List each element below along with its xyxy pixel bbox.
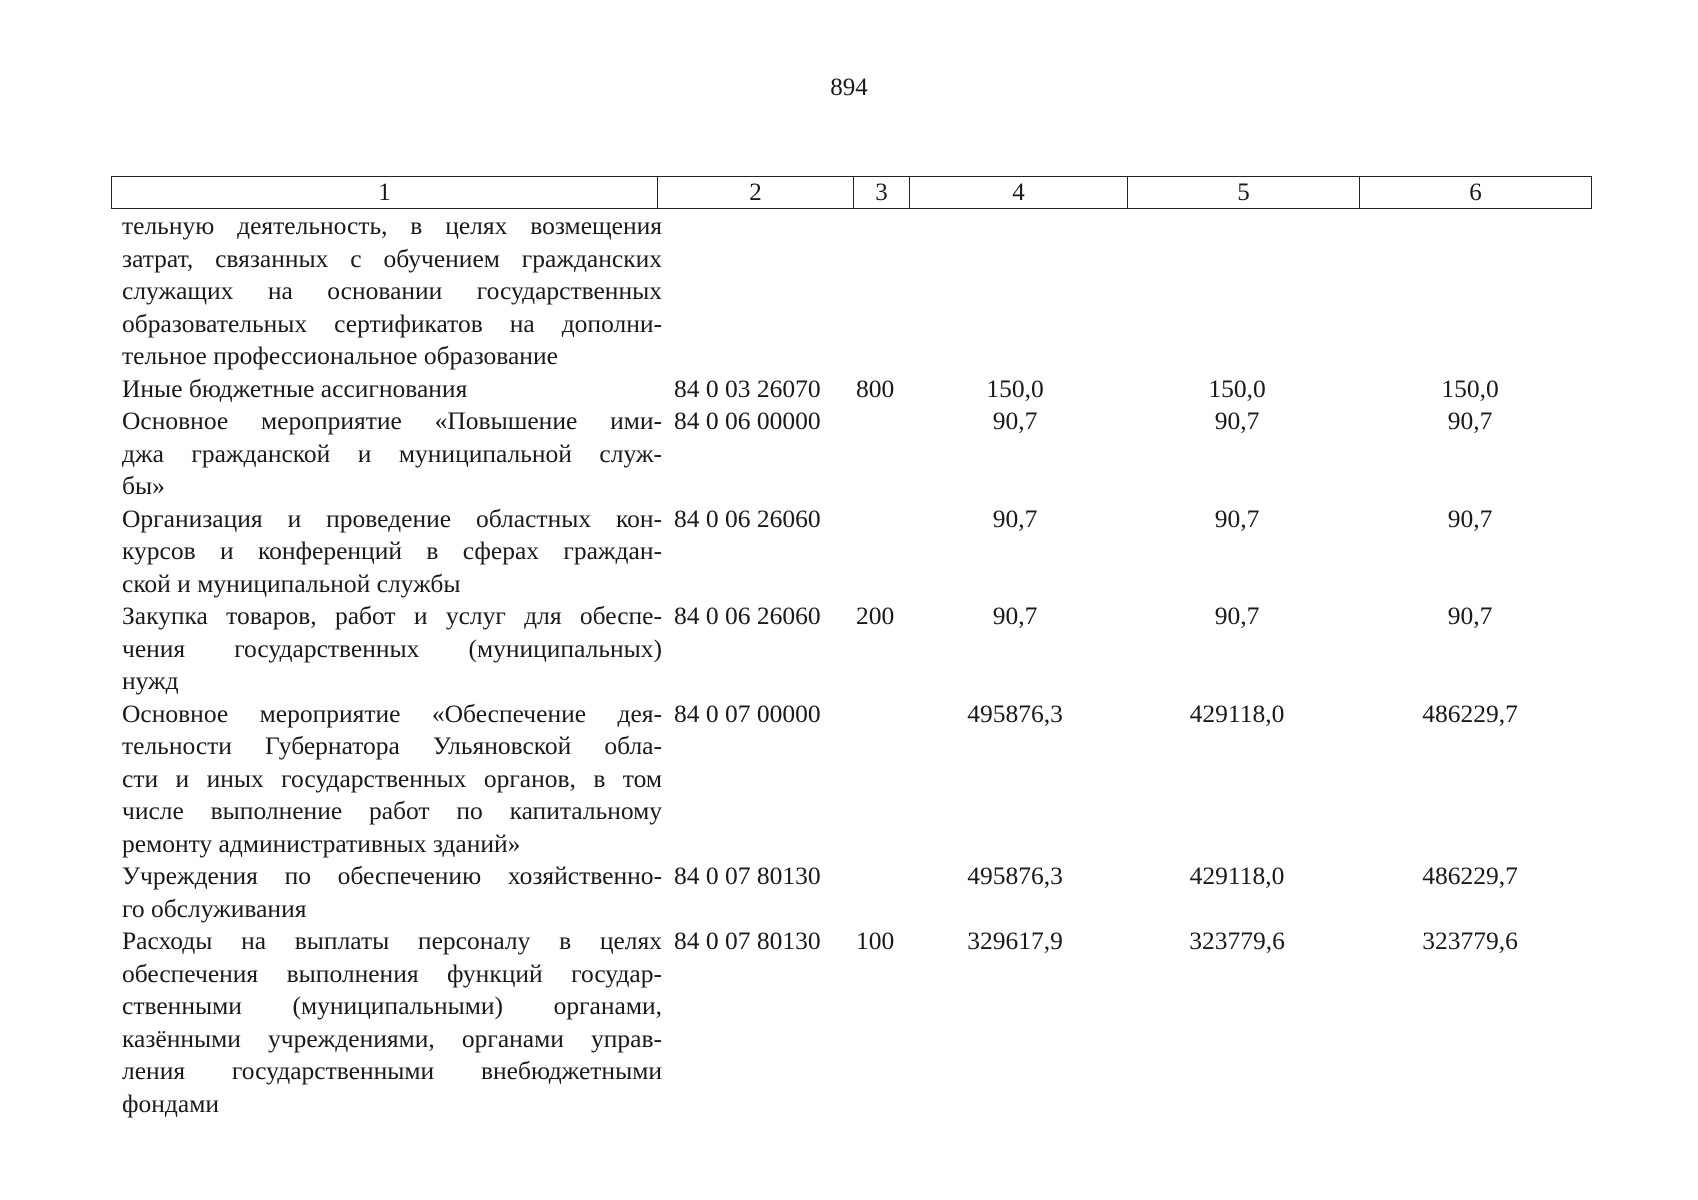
row-name-line: Иные бюджетные ассигнования (122, 373, 468, 403)
row-name-line: го обслуживания (122, 893, 307, 923)
row-value-5: 323779,6 (1189, 926, 1285, 955)
header-col-2: 2 (658, 177, 854, 209)
row-name-line: нужд (122, 666, 179, 695)
row-name-line: ской и муниципальной службы (122, 568, 461, 598)
row-name (111, 925, 662, 1120)
row-value-6: 90,7 (1447, 503, 1493, 533)
row-expense-type: 200 (856, 601, 895, 630)
header-col-1: 1 (112, 177, 658, 209)
row-name (111, 698, 662, 861)
table-body (111, 210, 1591, 1120)
row-value-6: 486229,7 (1422, 698, 1518, 728)
row-value-5: 90,7 (1214, 503, 1260, 533)
row-name-line: ремонту административных зданий» (122, 828, 521, 858)
table-header (111, 176, 1592, 209)
row-value-4: 90,7 (992, 601, 1038, 630)
row-name-line: ления государственными внебюджетными (122, 1056, 662, 1085)
row-value-4: 90,7 (992, 406, 1038, 435)
row-name-line: казёнными учреждениями, органами управ- (122, 1023, 662, 1053)
table-row (111, 373, 1591, 406)
row-code: 84 0 07 80130 (674, 926, 821, 955)
row-code: 84 0 06 26060 (674, 601, 821, 630)
row-name-line: тельную деятельность, в целях возмещения (122, 211, 662, 240)
row-name (111, 373, 662, 406)
row-value-5: 150,0 (1208, 373, 1266, 403)
row-name-line: образовательных сертификатов на дополни- (122, 308, 662, 338)
row-expense-type: 800 (856, 373, 895, 403)
row-value-4: 329617,9 (967, 926, 1063, 955)
row-expense-type: 100 (856, 926, 895, 955)
row-code: 84 0 06 00000 (674, 406, 821, 435)
row-name (111, 503, 662, 601)
row-name-line: курсов и конференций в сферах граждан- (122, 536, 662, 565)
row-name-line: Учреждения по обеспечению хозяйственно- (122, 861, 662, 890)
row-name-line: Расходы на выплаты персоналу в целях (122, 926, 662, 955)
header-col-4: 4 (910, 177, 1128, 209)
row-value-6: 150,0 (1441, 373, 1499, 403)
row-code: 84 0 07 00000 (674, 698, 821, 728)
row-name (111, 210, 662, 373)
header-col-3: 3 (854, 177, 910, 209)
row-value-5: 429118,0 (1189, 698, 1285, 728)
row-value-6: 90,7 (1447, 601, 1493, 630)
row-name-line: бы» (122, 471, 165, 500)
row-value-5: 90,7 (1214, 601, 1260, 630)
row-name-line: джа гражданской и муниципальной служ- (122, 438, 662, 468)
row-name-line: обеспечения выполнения функций государ- (122, 958, 662, 988)
table-row (111, 860, 1591, 925)
row-name-line: тельности Губернатора Ульяновской обла- (122, 731, 662, 760)
row-value-4: 150,0 (986, 373, 1044, 403)
row-name (111, 860, 662, 925)
row-name-line: чения государственных (муниципальных) (122, 633, 662, 663)
table-row (111, 210, 1591, 373)
row-value-6: 90,7 (1447, 406, 1493, 435)
row-name-line: затрат, связанных с обучением гражданских (122, 243, 662, 273)
row-value-6: 486229,7 (1422, 861, 1518, 890)
table-row (111, 698, 1591, 861)
header-col-5: 5 (1128, 177, 1360, 209)
row-value-5: 90,7 (1214, 406, 1260, 435)
row-name-line: Основное мероприятие «Повышение ими- (122, 406, 662, 435)
row-name-line: Организация и проведение областных кон- (122, 503, 662, 533)
row-code: 84 0 07 80130 (674, 861, 821, 890)
row-name-line: фондами (122, 1088, 219, 1118)
row-name (111, 600, 662, 698)
row-value-4: 90,7 (992, 503, 1038, 533)
row-name (111, 405, 662, 503)
row-value-6: 323779,6 (1422, 926, 1518, 955)
row-code: 84 0 06 26060 (674, 503, 821, 533)
row-name-line: числе выполнение работ по капитальному (122, 796, 662, 825)
table-row (111, 405, 1591, 503)
row-name-line: сти и иных государственных органов, в том (122, 763, 662, 793)
row-name-line: Основное мероприятие «Обеспечение дея- (122, 698, 662, 728)
row-name-line: служащих на основании государственных (122, 276, 662, 305)
row-code: 84 0 03 26070 (674, 373, 821, 403)
page-number: 894 (830, 74, 868, 101)
row-name-line: ственными (муниципальными) органами, (122, 991, 662, 1020)
row-value-4: 495876,3 (967, 698, 1063, 728)
table-row (111, 503, 1591, 601)
row-name-line: тельное профессиональное образование (122, 341, 558, 370)
table-row (111, 600, 1591, 698)
row-name-line: Закупка товаров, работ и услуг для обеспе- (122, 601, 662, 630)
header-col-6: 6 (1360, 177, 1592, 209)
table-row (111, 925, 1591, 1120)
row-value-4: 495876,3 (967, 861, 1063, 890)
row-value-5: 429118,0 (1189, 861, 1285, 890)
